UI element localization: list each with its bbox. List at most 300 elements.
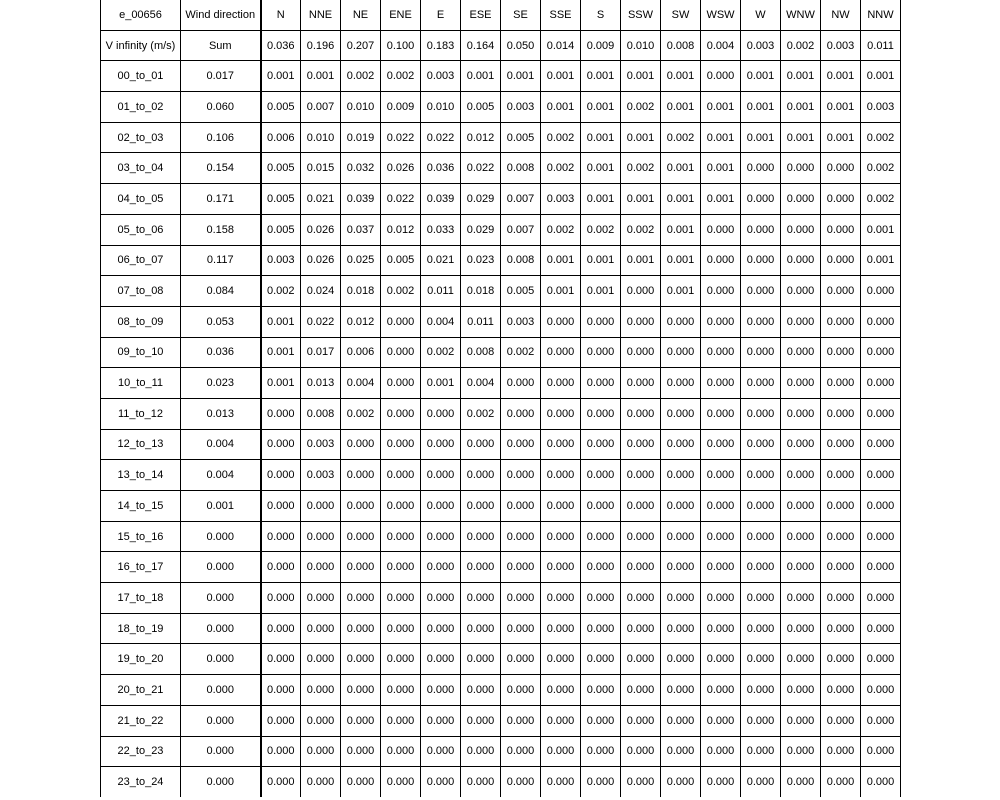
frequency-cell-ne: 0.039 bbox=[341, 184, 381, 215]
frequency-cell-w: 0.000 bbox=[741, 153, 781, 184]
frequency-cell-n: 0.000 bbox=[261, 552, 301, 583]
frequency-cell-ssw: 0.002 bbox=[621, 92, 661, 123]
frequency-cell-nne: 0.015 bbox=[301, 153, 341, 184]
frequency-cell-nw: 0.000 bbox=[821, 644, 861, 675]
direction-label-s: S bbox=[581, 0, 621, 30]
direction-label-n: N bbox=[261, 0, 301, 30]
frequency-cell-nne: 0.000 bbox=[301, 491, 341, 522]
frequency-cell-sw: 0.000 bbox=[661, 368, 701, 399]
frequency-cell-ssw: 0.000 bbox=[621, 429, 661, 460]
frequency-cell-w: 0.000 bbox=[741, 613, 781, 644]
frequency-cell-ene: 0.000 bbox=[381, 705, 421, 736]
direction-label-ene: ENE bbox=[381, 0, 421, 30]
frequency-cell-nne: 0.017 bbox=[301, 337, 341, 368]
frequency-cell-ene: 0.000 bbox=[381, 613, 421, 644]
frequency-cell-wsw: 0.000 bbox=[701, 214, 741, 245]
frequency-cell-ese: 0.000 bbox=[461, 521, 501, 552]
frequency-cell-w: 0.000 bbox=[741, 705, 781, 736]
frequency-cell-wsw: 0.000 bbox=[701, 306, 741, 337]
frequency-cell-ese: 0.000 bbox=[461, 460, 501, 491]
frequency-cell-nw: 0.001 bbox=[821, 61, 861, 92]
frequency-cell-ese: 0.000 bbox=[461, 491, 501, 522]
frequency-cell-ene: 0.000 bbox=[381, 644, 421, 675]
speed-bin-label: 12_to_13 bbox=[101, 429, 181, 460]
frequency-cell-ene: 0.000 bbox=[381, 337, 421, 368]
frequency-cell-ese: 0.012 bbox=[461, 122, 501, 153]
table-row bbox=[101, 767, 901, 797]
direction-label-nw: NW bbox=[821, 0, 861, 30]
frequency-cell-ene: 0.000 bbox=[381, 429, 421, 460]
speed-bin-sum: 0.013 bbox=[181, 398, 261, 429]
frequency-cell-ne: 0.000 bbox=[341, 767, 381, 797]
table-row bbox=[101, 705, 901, 736]
frequency-cell-nnw: 0.000 bbox=[861, 306, 901, 337]
frequency-cell-nw: 0.000 bbox=[821, 153, 861, 184]
frequency-cell-n: 0.000 bbox=[261, 675, 301, 706]
frequency-cell-ese: 0.000 bbox=[461, 675, 501, 706]
frequency-cell-n: 0.000 bbox=[261, 429, 301, 460]
direction-sum-ene: 0.100 bbox=[381, 30, 421, 61]
speed-bin-sum: 0.158 bbox=[181, 214, 261, 245]
frequency-cell-se: 0.000 bbox=[501, 368, 541, 399]
frequency-cell-nw: 0.000 bbox=[821, 306, 861, 337]
frequency-cell-ese: 0.001 bbox=[461, 61, 501, 92]
speed-bin-sum: 0.004 bbox=[181, 460, 261, 491]
frequency-cell-ese: 0.004 bbox=[461, 368, 501, 399]
frequency-cell-ne: 0.000 bbox=[341, 552, 381, 583]
frequency-cell-w: 0.000 bbox=[741, 736, 781, 767]
frequency-cell-w: 0.000 bbox=[741, 644, 781, 675]
frequency-cell-wnw: 0.000 bbox=[781, 491, 821, 522]
frequency-cell-ene: 0.012 bbox=[381, 214, 421, 245]
frequency-cell-ne: 0.012 bbox=[341, 306, 381, 337]
frequency-cell-e: 0.000 bbox=[421, 736, 461, 767]
frequency-cell-ne: 0.018 bbox=[341, 276, 381, 307]
frequency-cell-nw: 0.000 bbox=[821, 214, 861, 245]
table-row bbox=[101, 675, 901, 706]
frequency-cell-se: 0.000 bbox=[501, 583, 541, 614]
frequency-cell-n: 0.000 bbox=[261, 644, 301, 675]
frequency-cell-sse: 0.000 bbox=[541, 337, 581, 368]
frequency-cell-ene: 0.026 bbox=[381, 153, 421, 184]
direction-sum-nnw: 0.011 bbox=[861, 30, 901, 61]
frequency-cell-ne: 0.019 bbox=[341, 122, 381, 153]
frequency-cell-se: 0.000 bbox=[501, 644, 541, 675]
speed-bin-label: 23_to_24 bbox=[101, 767, 181, 797]
frequency-cell-ese: 0.011 bbox=[461, 306, 501, 337]
table-row bbox=[101, 92, 901, 123]
frequency-cell-ne: 0.002 bbox=[341, 398, 381, 429]
frequency-cell-s: 0.000 bbox=[581, 613, 621, 644]
speed-bin-sum: 0.004 bbox=[181, 429, 261, 460]
frequency-cell-s: 0.000 bbox=[581, 521, 621, 552]
frequency-cell-se: 0.000 bbox=[501, 705, 541, 736]
frequency-cell-w: 0.000 bbox=[741, 245, 781, 276]
frequency-cell-sse: 0.000 bbox=[541, 521, 581, 552]
frequency-cell-ne: 0.004 bbox=[341, 368, 381, 399]
frequency-cell-sse: 0.000 bbox=[541, 644, 581, 675]
frequency-cell-ene: 0.000 bbox=[381, 306, 421, 337]
frequency-cell-e: 0.039 bbox=[421, 184, 461, 215]
speed-bin-label: 07_to_08 bbox=[101, 276, 181, 307]
frequency-cell-w: 0.000 bbox=[741, 398, 781, 429]
frequency-cell-sse: 0.000 bbox=[541, 398, 581, 429]
frequency-cell-wnw: 0.000 bbox=[781, 368, 821, 399]
frequency-cell-s: 0.001 bbox=[581, 276, 621, 307]
frequency-cell-sw: 0.000 bbox=[661, 767, 701, 797]
frequency-cell-nnw: 0.002 bbox=[861, 153, 901, 184]
frequency-cell-ene: 0.000 bbox=[381, 491, 421, 522]
direction-label-e: E bbox=[421, 0, 461, 30]
frequency-cell-w: 0.000 bbox=[741, 214, 781, 245]
frequency-cell-s: 0.000 bbox=[581, 429, 621, 460]
frequency-cell-nw: 0.000 bbox=[821, 245, 861, 276]
direction-sum-sse: 0.014 bbox=[541, 30, 581, 61]
frequency-cell-wnw: 0.001 bbox=[781, 122, 821, 153]
frequency-cell-w: 0.000 bbox=[741, 552, 781, 583]
frequency-cell-nne: 0.024 bbox=[301, 276, 341, 307]
direction-sum-n: 0.036 bbox=[261, 30, 301, 61]
frequency-cell-s: 0.000 bbox=[581, 337, 621, 368]
frequency-cell-sw: 0.000 bbox=[661, 429, 701, 460]
table-row bbox=[101, 583, 901, 614]
frequency-cell-se: 0.001 bbox=[501, 61, 541, 92]
frequency-cell-e: 0.000 bbox=[421, 460, 461, 491]
frequency-cell-nnw: 0.001 bbox=[861, 214, 901, 245]
frequency-cell-nne: 0.003 bbox=[301, 460, 341, 491]
frequency-cell-wnw: 0.000 bbox=[781, 675, 821, 706]
direction-sum-row bbox=[101, 30, 901, 61]
frequency-cell-ene: 0.009 bbox=[381, 92, 421, 123]
speed-bin-label: 18_to_19 bbox=[101, 613, 181, 644]
frequency-cell-wnw: 0.000 bbox=[781, 214, 821, 245]
frequency-cell-nw: 0.000 bbox=[821, 521, 861, 552]
frequency-cell-sw: 0.000 bbox=[661, 552, 701, 583]
frequency-cell-nne: 0.026 bbox=[301, 214, 341, 245]
frequency-cell-w: 0.000 bbox=[741, 521, 781, 552]
direction-label-wsw: WSW bbox=[701, 0, 741, 30]
direction-label-wnw: WNW bbox=[781, 0, 821, 30]
frequency-cell-nne: 0.007 bbox=[301, 92, 341, 123]
frequency-cell-sw: 0.001 bbox=[661, 214, 701, 245]
frequency-cell-wsw: 0.000 bbox=[701, 245, 741, 276]
direction-sum-se: 0.050 bbox=[501, 30, 541, 61]
frequency-cell-ssw: 0.000 bbox=[621, 675, 661, 706]
frequency-cell-wsw: 0.000 bbox=[701, 460, 741, 491]
frequency-cell-wsw: 0.000 bbox=[701, 613, 741, 644]
frequency-cell-s: 0.000 bbox=[581, 767, 621, 797]
frequency-cell-n: 0.001 bbox=[261, 306, 301, 337]
frequency-cell-sse: 0.000 bbox=[541, 429, 581, 460]
direction-header: Wind direction bbox=[181, 0, 261, 30]
frequency-cell-nnw: 0.000 bbox=[861, 552, 901, 583]
frequency-cell-ene: 0.002 bbox=[381, 61, 421, 92]
frequency-cell-ne: 0.025 bbox=[341, 245, 381, 276]
speed-bin-sum: 0.000 bbox=[181, 644, 261, 675]
frequency-cell-ssw: 0.000 bbox=[621, 705, 661, 736]
frequency-cell-nnw: 0.000 bbox=[861, 460, 901, 491]
speed-bin-label: 17_to_18 bbox=[101, 583, 181, 614]
frequency-cell-e: 0.000 bbox=[421, 552, 461, 583]
frequency-cell-e: 0.033 bbox=[421, 214, 461, 245]
frequency-cell-nne: 0.000 bbox=[301, 736, 341, 767]
frequency-cell-s: 0.000 bbox=[581, 583, 621, 614]
frequency-cell-ese: 0.029 bbox=[461, 184, 501, 215]
frequency-cell-wnw: 0.000 bbox=[781, 583, 821, 614]
frequency-cell-nne: 0.026 bbox=[301, 245, 341, 276]
frequency-cell-e: 0.000 bbox=[421, 398, 461, 429]
frequency-cell-ese: 0.002 bbox=[461, 398, 501, 429]
frequency-cell-s: 0.001 bbox=[581, 184, 621, 215]
direction-label-ne: NE bbox=[341, 0, 381, 30]
frequency-cell-se: 0.005 bbox=[501, 122, 541, 153]
frequency-cell-sw: 0.001 bbox=[661, 61, 701, 92]
frequency-cell-wnw: 0.000 bbox=[781, 276, 821, 307]
speed-bin-sum: 0.000 bbox=[181, 552, 261, 583]
frequency-cell-nne: 0.000 bbox=[301, 675, 341, 706]
speed-bin-label: 10_to_11 bbox=[101, 368, 181, 399]
table-row bbox=[101, 521, 901, 552]
frequency-cell-s: 0.001 bbox=[581, 245, 621, 276]
frequency-cell-ene: 0.005 bbox=[381, 245, 421, 276]
frequency-cell-w: 0.000 bbox=[741, 675, 781, 706]
frequency-cell-n: 0.000 bbox=[261, 521, 301, 552]
frequency-cell-se: 0.005 bbox=[501, 276, 541, 307]
frequency-cell-sse: 0.002 bbox=[541, 153, 581, 184]
table-row bbox=[101, 184, 901, 215]
frequency-cell-se: 0.003 bbox=[501, 92, 541, 123]
frequency-cell-w: 0.001 bbox=[741, 92, 781, 123]
frequency-cell-e: 0.000 bbox=[421, 491, 461, 522]
frequency-cell-se: 0.002 bbox=[501, 337, 541, 368]
frequency-cell-ne: 0.002 bbox=[341, 61, 381, 92]
frequency-cell-nw: 0.001 bbox=[821, 92, 861, 123]
frequency-cell-sse: 0.001 bbox=[541, 245, 581, 276]
speed-bin-label: 01_to_02 bbox=[101, 92, 181, 123]
speed-bin-label: 03_to_04 bbox=[101, 153, 181, 184]
speed-bin-label: 20_to_21 bbox=[101, 675, 181, 706]
frequency-cell-w: 0.000 bbox=[741, 460, 781, 491]
frequency-cell-wnw: 0.000 bbox=[781, 644, 821, 675]
direction-sum-ne: 0.207 bbox=[341, 30, 381, 61]
frequency-cell-se: 0.000 bbox=[501, 429, 541, 460]
frequency-cell-se: 0.000 bbox=[501, 736, 541, 767]
frequency-cell-s: 0.000 bbox=[581, 736, 621, 767]
frequency-cell-sw: 0.001 bbox=[661, 153, 701, 184]
speed-bin-sum: 0.154 bbox=[181, 153, 261, 184]
frequency-cell-nne: 0.000 bbox=[301, 644, 341, 675]
frequency-cell-nw: 0.000 bbox=[821, 337, 861, 368]
frequency-cell-nw: 0.000 bbox=[821, 736, 861, 767]
table-row bbox=[101, 245, 901, 276]
frequency-cell-w: 0.001 bbox=[741, 122, 781, 153]
frequency-cell-nnw: 0.003 bbox=[861, 92, 901, 123]
frequency-cell-ssw: 0.000 bbox=[621, 767, 661, 797]
speed-bin-label: 22_to_23 bbox=[101, 736, 181, 767]
wind-frequency-table bbox=[100, 0, 901, 797]
frequency-cell-ene: 0.000 bbox=[381, 521, 421, 552]
frequency-cell-nnw: 0.000 bbox=[861, 276, 901, 307]
frequency-cell-se: 0.008 bbox=[501, 153, 541, 184]
direction-label-sw: SW bbox=[661, 0, 701, 30]
frequency-cell-e: 0.022 bbox=[421, 122, 461, 153]
frequency-cell-wsw: 0.000 bbox=[701, 368, 741, 399]
frequency-cell-s: 0.000 bbox=[581, 675, 621, 706]
frequency-cell-ssw: 0.001 bbox=[621, 245, 661, 276]
frequency-cell-s: 0.000 bbox=[581, 306, 621, 337]
frequency-cell-wnw: 0.001 bbox=[781, 61, 821, 92]
frequency-cell-sse: 0.001 bbox=[541, 276, 581, 307]
table-row bbox=[101, 337, 901, 368]
direction-header-row bbox=[101, 0, 901, 30]
frequency-cell-wnw: 0.000 bbox=[781, 460, 821, 491]
table-row bbox=[101, 613, 901, 644]
frequency-cell-ese: 0.000 bbox=[461, 583, 501, 614]
frequency-cell-nnw: 0.002 bbox=[861, 122, 901, 153]
frequency-cell-w: 0.000 bbox=[741, 767, 781, 797]
frequency-cell-nnw: 0.000 bbox=[861, 337, 901, 368]
frequency-cell-n: 0.005 bbox=[261, 214, 301, 245]
frequency-cell-sw: 0.000 bbox=[661, 460, 701, 491]
speed-bin-sum: 0.000 bbox=[181, 736, 261, 767]
table-row bbox=[101, 276, 901, 307]
frequency-cell-nnw: 0.000 bbox=[861, 767, 901, 797]
frequency-cell-wsw: 0.001 bbox=[701, 153, 741, 184]
sum-label: Sum bbox=[181, 30, 261, 61]
frequency-cell-ssw: 0.001 bbox=[621, 61, 661, 92]
frequency-cell-n: 0.002 bbox=[261, 276, 301, 307]
frequency-cell-nnw: 0.000 bbox=[861, 644, 901, 675]
frequency-cell-e: 0.004 bbox=[421, 306, 461, 337]
frequency-cell-sw: 0.000 bbox=[661, 613, 701, 644]
table-row bbox=[101, 644, 901, 675]
frequency-cell-nw: 0.000 bbox=[821, 276, 861, 307]
frequency-cell-wsw: 0.000 bbox=[701, 675, 741, 706]
direction-sum-ese: 0.164 bbox=[461, 30, 501, 61]
direction-label-nne: NNE bbox=[301, 0, 341, 30]
frequency-cell-nne: 0.000 bbox=[301, 521, 341, 552]
frequency-cell-e: 0.021 bbox=[421, 245, 461, 276]
frequency-cell-sw: 0.000 bbox=[661, 705, 701, 736]
speed-bin-label: 16_to_17 bbox=[101, 552, 181, 583]
frequency-cell-se: 0.000 bbox=[501, 767, 541, 797]
frequency-cell-se: 0.000 bbox=[501, 491, 541, 522]
direction-sum-ssw: 0.010 bbox=[621, 30, 661, 61]
frequency-cell-e: 0.000 bbox=[421, 521, 461, 552]
frequency-cell-sw: 0.002 bbox=[661, 122, 701, 153]
frequency-cell-wsw: 0.001 bbox=[701, 184, 741, 215]
frequency-cell-se: 0.000 bbox=[501, 521, 541, 552]
frequency-cell-e: 0.000 bbox=[421, 613, 461, 644]
frequency-cell-ne: 0.010 bbox=[341, 92, 381, 123]
frequency-cell-wsw: 0.001 bbox=[701, 122, 741, 153]
frequency-cell-ssw: 0.000 bbox=[621, 521, 661, 552]
frequency-cell-s: 0.000 bbox=[581, 491, 621, 522]
frequency-cell-ene: 0.022 bbox=[381, 122, 421, 153]
frequency-cell-nw: 0.000 bbox=[821, 184, 861, 215]
frequency-cell-n: 0.000 bbox=[261, 583, 301, 614]
table-row bbox=[101, 398, 901, 429]
frequency-cell-sw: 0.001 bbox=[661, 245, 701, 276]
frequency-cell-wnw: 0.000 bbox=[781, 306, 821, 337]
frequency-cell-nne: 0.003 bbox=[301, 429, 341, 460]
frequency-cell-nnw: 0.002 bbox=[861, 184, 901, 215]
frequency-cell-ene: 0.002 bbox=[381, 276, 421, 307]
frequency-cell-wnw: 0.000 bbox=[781, 337, 821, 368]
frequency-cell-e: 0.000 bbox=[421, 705, 461, 736]
frequency-cell-ese: 0.005 bbox=[461, 92, 501, 123]
frequency-cell-n: 0.001 bbox=[261, 368, 301, 399]
frequency-cell-sw: 0.000 bbox=[661, 583, 701, 614]
frequency-cell-w: 0.000 bbox=[741, 583, 781, 614]
frequency-cell-ese: 0.029 bbox=[461, 214, 501, 245]
frequency-cell-ese: 0.022 bbox=[461, 153, 501, 184]
frequency-cell-ne: 0.000 bbox=[341, 491, 381, 522]
frequency-cell-n: 0.000 bbox=[261, 398, 301, 429]
frequency-cell-sw: 0.001 bbox=[661, 92, 701, 123]
speed-bin-label: 15_to_16 bbox=[101, 521, 181, 552]
frequency-cell-ese: 0.000 bbox=[461, 736, 501, 767]
frequency-cell-ene: 0.000 bbox=[381, 552, 421, 583]
frequency-cell-nnw: 0.000 bbox=[861, 613, 901, 644]
frequency-cell-ssw: 0.000 bbox=[621, 306, 661, 337]
frequency-cell-sse: 0.000 bbox=[541, 552, 581, 583]
frequency-cell-nw: 0.000 bbox=[821, 767, 861, 797]
frequency-cell-wsw: 0.000 bbox=[701, 705, 741, 736]
speed-bin-label: 09_to_10 bbox=[101, 337, 181, 368]
speed-bin-sum: 0.060 bbox=[181, 92, 261, 123]
frequency-cell-wnw: 0.000 bbox=[781, 398, 821, 429]
frequency-cell-ne: 0.000 bbox=[341, 521, 381, 552]
frequency-cell-ese: 0.023 bbox=[461, 245, 501, 276]
speed-bin-sum: 0.036 bbox=[181, 337, 261, 368]
corner-label: e_00656 bbox=[101, 0, 181, 30]
frequency-cell-nne: 0.013 bbox=[301, 368, 341, 399]
frequency-cell-n: 0.005 bbox=[261, 184, 301, 215]
table-row bbox=[101, 153, 901, 184]
frequency-cell-sw: 0.000 bbox=[661, 675, 701, 706]
frequency-cell-s: 0.000 bbox=[581, 398, 621, 429]
frequency-cell-se: 0.007 bbox=[501, 184, 541, 215]
frequency-cell-sw: 0.000 bbox=[661, 398, 701, 429]
frequency-cell-nne: 0.000 bbox=[301, 613, 341, 644]
frequency-cell-nw: 0.000 bbox=[821, 429, 861, 460]
frequency-cell-ssw: 0.000 bbox=[621, 491, 661, 522]
frequency-cell-nne: 0.022 bbox=[301, 306, 341, 337]
frequency-cell-nw: 0.000 bbox=[821, 398, 861, 429]
frequency-cell-s: 0.000 bbox=[581, 644, 621, 675]
frequency-cell-wnw: 0.000 bbox=[781, 153, 821, 184]
frequency-cell-sse: 0.001 bbox=[541, 92, 581, 123]
frequency-cell-nw: 0.001 bbox=[821, 122, 861, 153]
frequency-cell-ne: 0.000 bbox=[341, 675, 381, 706]
frequency-cell-se: 0.000 bbox=[501, 675, 541, 706]
frequency-cell-ssw: 0.001 bbox=[621, 122, 661, 153]
frequency-cell-s: 0.000 bbox=[581, 368, 621, 399]
speed-bin-label: 02_to_03 bbox=[101, 122, 181, 153]
speed-bin-label: 06_to_07 bbox=[101, 245, 181, 276]
speed-header: V infinity (m/s) bbox=[101, 30, 181, 61]
table-row bbox=[101, 552, 901, 583]
frequency-cell-ssw: 0.000 bbox=[621, 337, 661, 368]
frequency-cell-ene: 0.022 bbox=[381, 184, 421, 215]
speed-bin-sum: 0.000 bbox=[181, 705, 261, 736]
frequency-cell-ese: 0.000 bbox=[461, 705, 501, 736]
frequency-cell-wnw: 0.000 bbox=[781, 429, 821, 460]
direction-sum-nne: 0.196 bbox=[301, 30, 341, 61]
frequency-cell-ene: 0.000 bbox=[381, 398, 421, 429]
frequency-cell-sse: 0.002 bbox=[541, 214, 581, 245]
